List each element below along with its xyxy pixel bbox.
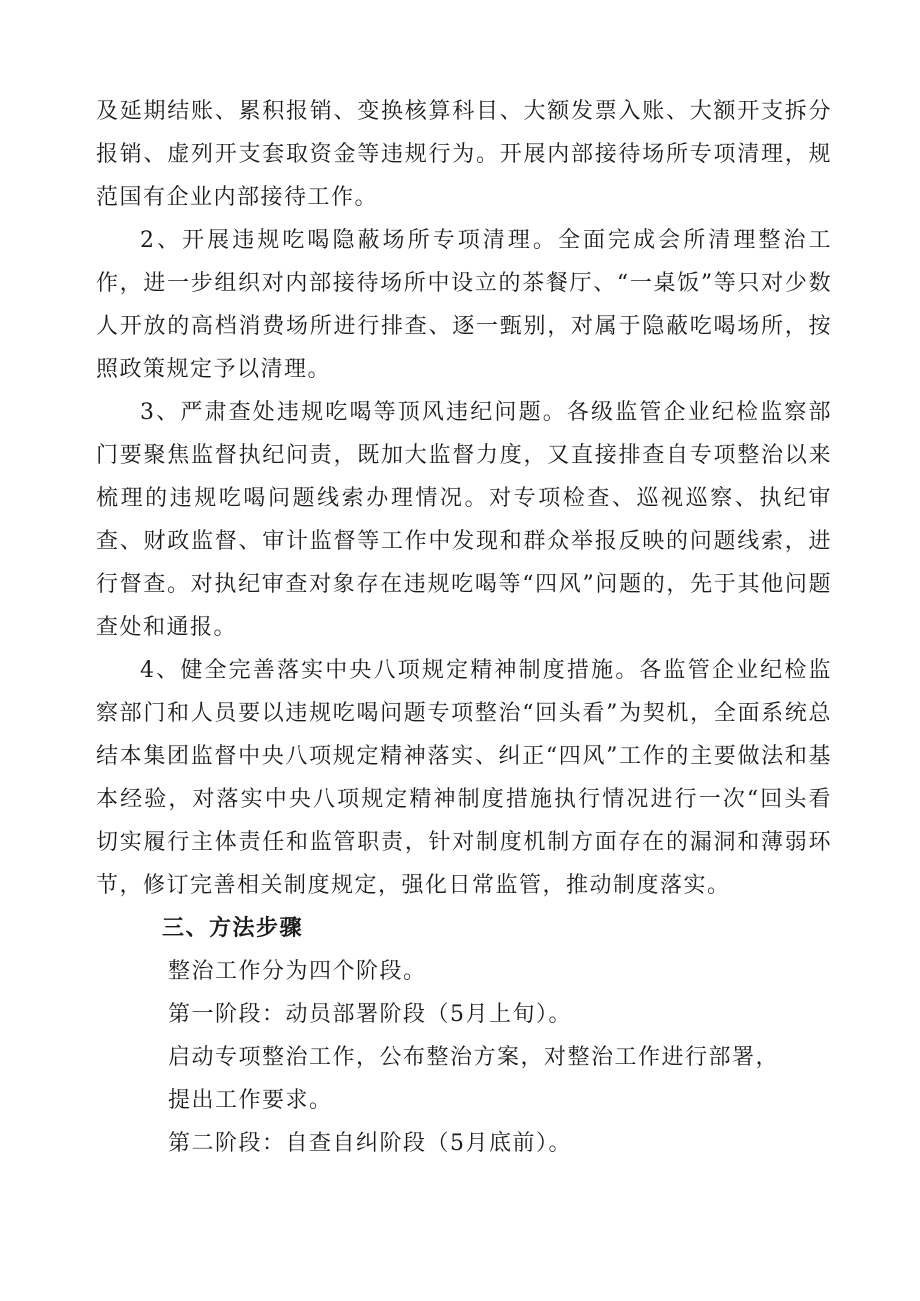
text-line-stage-one: 第一阶段：动员部署阶段（5月上旬）。 [168,1002,572,1027]
document-body [96,90,832,1165]
section-heading-methods: 三、方法步骤 [162,916,304,941]
text-line-stage-two: 第二阶段：自查自纠阶段（5月底前）。 [168,1131,572,1156]
paragraph-item-3: 3、严肃查处违规吃喝等顶风违纪问题。各级监管企业纪检监察部门要聚焦监督执纪问责，既加大监督力度，又直接排查自专项整治以来梳理的违规吃喝问题线索办理情况。对专项检查、巡视巡察、执纪审查、财政监督、审计监督等工作中发现和群众举报反映的问题线索，进行督查。对执纪审查对象存在违规吃喝等“四风”问题的，先于其他问题查处和通报。 [96,400,832,640]
paragraph-item-4: 4、健全完善落实中央八项规定精神制度措施。各监管企业纪检监察部门和人员要以违规吃喝问题专项整治“回头看”为契机，全面系统总结本集团监督中央八项规定精神落实、纠正“四风”工作的主要做法和基本经验，对落实中央八项规定精神制度措施执行情况进行一次“回头看切实履行主体责任和监管职责，针对制度机制方面存在的漏洞和薄弱环节，修订完善相关制度规定，强化日常监管，推动制度落实。 [96,658,832,898]
paragraph-item-2: 2、开展违规吃喝隐蔽场所专项清理。全面完成会所清理整治工作，进一步组织对内部接待场所中设立的茶餐厅、“一桌饭”等只对少数人开放的高档消费场所进行排查、逐一甄别，对属于隐蔽吃喝场所，按照政策规定予以清理。 [96,228,832,382]
text-line-stages: 整治工作分为四个阶段。 [168,959,427,984]
paragraph-violations: 及延期结账、累积报销、变换核算科目、大额发票入账、大额开支拆分报销、虚列开支套取资金等违规行为。开展内部接待场所专项清理，规范国有企业内部接待工作。 [96,99,832,210]
text-line-stage-one-desc: 启动专项整治工作，公布整治方案，对整治工作进行部署， [168,1045,780,1070]
text-line-stage-one-desc-cont: 提出工作要求。 [168,1088,333,1113]
